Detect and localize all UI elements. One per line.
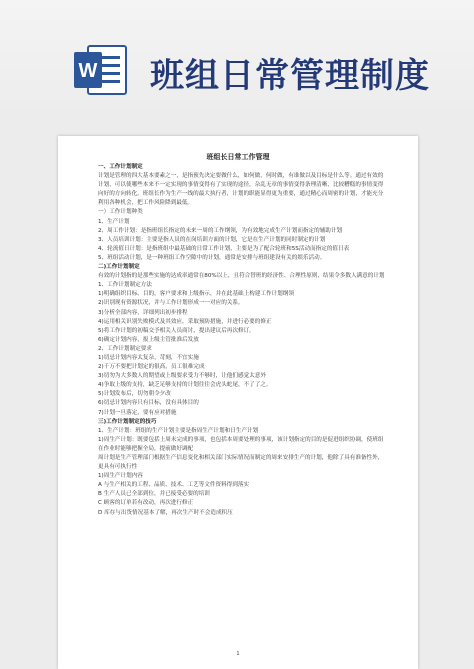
page-number: 1 (236, 651, 240, 657)
document-line: 4)运用相关识别失败模式及其效应，采取预防措施，并进行必要的修正 (98, 318, 272, 325)
document-line: D 库存与出货情况基本了解，再次生产时不会造成积压 (98, 509, 233, 516)
document-line: 7)计划一旦落定，要有应对措施 (98, 409, 177, 416)
document-line: 6)切忌计划内容只有目标，没有具体目的 (98, 400, 199, 407)
document-line: 4、轮流值日计划：是指班组中最基础的日常工作计划，主要是为了配合轮班和5S活动而指定的值日表 (98, 245, 350, 252)
document-line: C 顾客的订单若有改动，再次进行修正 (98, 500, 194, 507)
document-line: 1、生产计划：班组的生产计划主要是指周生产计划和日生产计划 (98, 427, 259, 434)
document-line: 2)识别现有资源状况，并与工作计划形成一一对应的关系。 (98, 300, 244, 307)
document-line: B 生产人员已全部到位，并已接受必要的培训 (98, 491, 210, 498)
document-line: 1)周生产计划内容 (98, 473, 143, 480)
document-line: 3)分析全部内容，详细列出初步排程 (98, 309, 188, 316)
document-line: 6)确定计划内容，报上级主管批准后发放 (98, 336, 199, 343)
document-line: 一）工作计划种类 (98, 209, 143, 216)
document-line: 1)明确组织目标、目的，客户要求和上级指示，并在此基础上构建工作计划纲领 (98, 291, 294, 298)
document-line: 5)计划发布后，切勿朝令夕改 (98, 391, 171, 398)
document-title: 班组长日常工作管理 (206, 153, 270, 161)
document-line: 计划是管理的四大基本要素之一，是指预先决定要做什么，如何做，何时做，有谁做以及目标是什么等。通过有效的计划，可以使哪些本来不一定实现的事情变得有了实现的途径，杂乱无章的事情变得条理清晰，比较糟糕的事情变得向好的方向转化。班组长作为生产一线的最大执行者，计划的职能显得更为重要，通过精心而周密的计划，才能充分利用各种机会，把工作风险降到最低。 (98, 173, 384, 207)
document-line: 一、工作计划制定 (98, 164, 143, 170)
document-line: 1、生产计划 (98, 218, 130, 225)
document-body (98, 163, 388, 518)
page-title: 班组日常管理制度 (150, 56, 430, 96)
document-line: 2)千万不要把计划定的很高，员工很难完成 (98, 364, 205, 371)
document-line: 3、人员培训计划：主要是指人员的在岗培训方面的计划，它是在生产计划的同时制定的计划 (98, 236, 326, 243)
document-line: A 与生产相关的工程、品质、技术、工艺等文件资料得到落实 (98, 482, 250, 489)
document-line: 3)切勿为大多数人的期望或上级要求受力不够时，让他们感觉太意外 (98, 373, 266, 380)
page-header (0, 0, 474, 120)
document-line: 5、班组活动计划，是一种班组工作空隙中的计划，通常是安排与班组建设有关的娱乐活动。 (98, 254, 326, 261)
document-line: 三)工作计划制定的技巧 (98, 418, 157, 425)
document-line: 2、工作计划制定要求 (98, 345, 152, 352)
document-line: 有效的计划指的是那些实施的达成率通常在80%以上，且符合替班的经济性、合理性原则，结果令多数人满意的计划 (98, 273, 385, 280)
document-page (58, 136, 418, 669)
document-line: 4)争取上级的支持，缺乏足够支持的计划往往会虎头蛇尾，不了了之。 (98, 382, 272, 389)
document-line: 1、工作计划制定方法 (98, 282, 152, 289)
svg-text:W: W (78, 60, 98, 82)
document-line: 1)周生产计划：既要包括上周未完成的事项，也包括本周要处理的事项，该计划指定的目的是促进组织协调，使班组在作业时能够把握全局，提前做好调配 (98, 436, 384, 452)
document-line: 2、周工作计划：是指班组长指定的未来一周的工作纲领，为有效地完成生产计划而指定的辅助计划 (98, 227, 343, 234)
document-line: 1)切忌计划内容太复杂，苛刻，不宜实施 (98, 354, 199, 361)
document-line: 二)工作计划制定 (98, 264, 140, 271)
document-line: 5)将工作计划的初稿交予相关人员商讨，提出建议后再次修订。 (98, 327, 255, 334)
document-line: 周计划是生产管理部门根据生产信息变化和相关部门实际情况而制定的周来安排生产的计划，他除了具有准备性外，更具有可执行性 (98, 455, 384, 471)
word-doc-icon (70, 40, 130, 100)
